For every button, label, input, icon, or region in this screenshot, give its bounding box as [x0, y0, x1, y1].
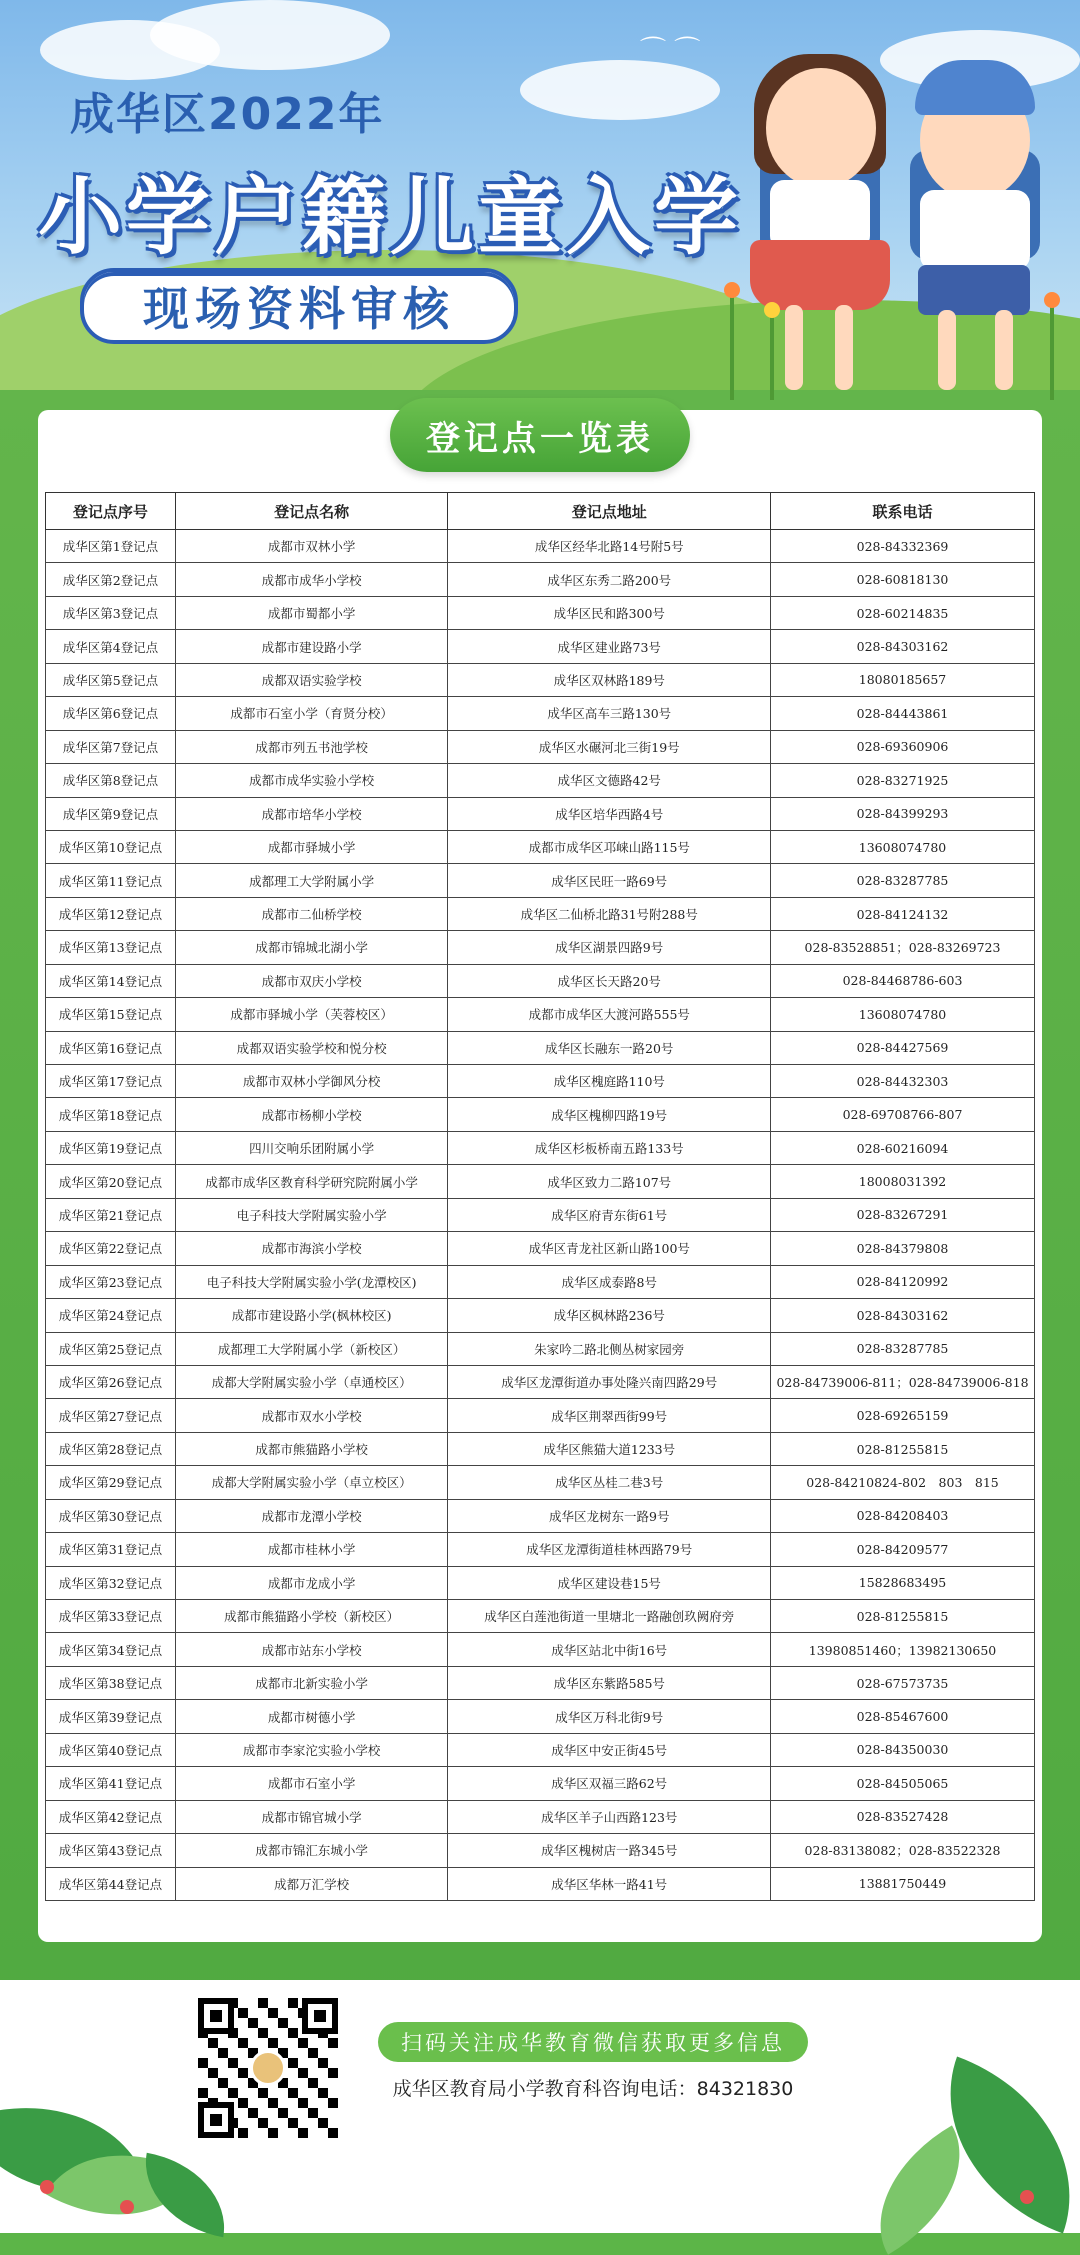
registration-point-number: 成华区第28登记点 — [46, 1432, 176, 1465]
phone: 028-84210824-802 803 815 — [771, 1466, 1035, 1499]
school-name: 成都市列五书池学校 — [175, 730, 448, 763]
registration-point-number: 成华区第4登记点 — [46, 630, 176, 663]
registration-point-number: 成华区第38登记点 — [46, 1666, 176, 1699]
card-tab-title: 登记点一览表 — [390, 398, 690, 472]
cloud — [520, 60, 720, 120]
table-row — [46, 730, 1035, 763]
registration-point-number: 成华区第24登记点 — [46, 1299, 176, 1332]
table-row — [46, 530, 1035, 563]
address: 成华区站北中街16号 — [448, 1633, 771, 1666]
registration-point-number: 成华区第15登记点 — [46, 998, 176, 1031]
table-row — [46, 897, 1035, 930]
school-name: 成都市桂林小学 — [175, 1533, 448, 1566]
phone: 028-69265159 — [771, 1399, 1035, 1432]
table-row — [46, 764, 1035, 797]
table-row — [46, 697, 1035, 730]
table-row — [46, 1198, 1035, 1231]
table-row — [46, 964, 1035, 997]
registration-point-number: 成华区第2登记点 — [46, 563, 176, 596]
address: 成华区水碾河北三街19号 — [448, 730, 771, 763]
address: 成华区熊猫大道1233号 — [448, 1432, 771, 1465]
table-row — [46, 864, 1035, 897]
flower-stem — [770, 310, 774, 400]
school-name: 成都市北新实验小学 — [175, 1666, 448, 1699]
column-header: 联系电话 — [771, 493, 1035, 530]
registration-point-number: 成华区第32登记点 — [46, 1566, 176, 1599]
flower-icon — [724, 282, 740, 298]
table-row — [46, 830, 1035, 863]
school-name: 成都市双林小学御风分校 — [175, 1065, 448, 1098]
address: 成华区羊子山西路123号 — [448, 1800, 771, 1833]
address: 成都市成华区大渡河路555号 — [448, 998, 771, 1031]
table-row — [46, 998, 1035, 1031]
phone: 13608074780 — [771, 998, 1035, 1031]
registration-table — [45, 492, 1035, 1901]
flower-stem — [730, 290, 734, 400]
flower-icon — [1044, 292, 1060, 308]
phone: 028-84124132 — [771, 897, 1035, 930]
registration-point-number: 成华区第8登记点 — [46, 764, 176, 797]
school-name: 电子科技大学附属实验小学 — [175, 1198, 448, 1231]
school-name: 成都市驿城小学（芙蓉校区） — [175, 998, 448, 1031]
table-header-row — [46, 493, 1035, 530]
school-name: 成都市熊猫路小学校（新校区） — [175, 1600, 448, 1633]
registration-point-number: 成华区第34登记点 — [46, 1633, 176, 1666]
registration-point-number: 成华区第26登记点 — [46, 1365, 176, 1398]
phone: 028-69708766-807 — [771, 1098, 1035, 1131]
address: 成华区白莲池街道一里塘北一路融创玖阙府旁 — [448, 1600, 771, 1633]
table-row — [46, 1065, 1035, 1098]
school-name: 成都市熊猫路小学校 — [175, 1432, 448, 1465]
school-name: 成都市站东小学校 — [175, 1633, 448, 1666]
phone: 13980851460；13982130650 — [771, 1633, 1035, 1666]
registration-point-number: 成华区第12登记点 — [46, 897, 176, 930]
address: 成华区荆翠西街99号 — [448, 1399, 771, 1432]
phone: 028-84303162 — [771, 630, 1035, 663]
table-row — [46, 1165, 1035, 1198]
table-row — [46, 1733, 1035, 1766]
address: 成华区中安正街45号 — [448, 1733, 771, 1766]
phone: 028-84332369 — [771, 530, 1035, 563]
table-row — [46, 1299, 1035, 1332]
address: 成华区民和路300号 — [448, 596, 771, 629]
school-name: 成都理工大学附属小学（新校区） — [175, 1332, 448, 1365]
registration-point-number: 成华区第27登记点 — [46, 1399, 176, 1432]
school-name: 四川交响乐团附属小学 — [175, 1131, 448, 1164]
table-row — [46, 1332, 1035, 1365]
school-name: 成都市海滨小学校 — [175, 1232, 448, 1265]
school-name: 成都市成华小学校 — [175, 563, 448, 596]
school-name: 成都市建设路小学 — [175, 630, 448, 663]
school-name: 成都市杨柳小学校 — [175, 1098, 448, 1131]
phone: 18080185657 — [771, 663, 1035, 696]
address: 成华区文德路42号 — [448, 764, 771, 797]
registration-point-number: 成华区第40登记点 — [46, 1733, 176, 1766]
school-name: 成都市李家沱实验小学校 — [175, 1733, 448, 1766]
phone: 028-83267291 — [771, 1198, 1035, 1231]
address: 成华区华林一路41号 — [448, 1867, 771, 1900]
phone: 028-84505065 — [771, 1767, 1035, 1800]
table-row — [46, 596, 1035, 629]
registration-point-number: 成华区第39登记点 — [46, 1700, 176, 1733]
table-row — [46, 931, 1035, 964]
registration-point-number: 成华区第25登记点 — [46, 1332, 176, 1365]
table-row — [46, 1700, 1035, 1733]
header-subtitle: 成华区2022年 — [70, 89, 385, 140]
registration-point-number: 成华区第1登记点 — [46, 530, 176, 563]
address: 成华区建设巷15号 — [448, 1566, 771, 1599]
address: 成华区湖景四路9号 — [448, 931, 771, 964]
registration-point-number: 成华区第6登记点 — [46, 697, 176, 730]
school-name: 成都市双庆小学校 — [175, 964, 448, 997]
column-header: 登记点名称 — [175, 493, 448, 530]
phone: 028-84432303 — [771, 1065, 1035, 1098]
registration-point-number: 成华区第7登记点 — [46, 730, 176, 763]
table-row — [46, 797, 1035, 830]
registration-point-number: 成华区第14登记点 — [46, 964, 176, 997]
table-row — [46, 663, 1035, 696]
table-body — [46, 530, 1035, 1901]
registration-point-number: 成华区第19登记点 — [46, 1131, 176, 1164]
registration-point-number: 成华区第16登记点 — [46, 1031, 176, 1064]
address: 成华区东紫路585号 — [448, 1666, 771, 1699]
address: 成华区槐柳四路19号 — [448, 1098, 771, 1131]
school-name: 成都市石室小学 — [175, 1767, 448, 1800]
address: 成华区龙潭街道桂林西路79号 — [448, 1533, 771, 1566]
registration-point-number: 成华区第29登记点 — [46, 1466, 176, 1499]
school-name: 成都市龙成小学 — [175, 1566, 448, 1599]
registration-point-number: 成华区第41登记点 — [46, 1767, 176, 1800]
school-name: 成都双语实验学校 — [175, 663, 448, 696]
phone: 028-83287785 — [771, 864, 1035, 897]
address: 成华区致力二路107号 — [448, 1165, 771, 1198]
table-row — [46, 1867, 1035, 1900]
school-name: 成都市蜀都小学 — [175, 596, 448, 629]
registration-point-number: 成华区第23登记点 — [46, 1265, 176, 1298]
phone: 028-67573735 — [771, 1666, 1035, 1699]
school-name: 成都市成华区教育科学研究院附属小学 — [175, 1165, 448, 1198]
school-name: 成都理工大学附属小学 — [175, 864, 448, 897]
phone: 028-83527428 — [771, 1800, 1035, 1833]
registration-point-number: 成华区第21登记点 — [46, 1198, 176, 1231]
phone: 13608074780 — [771, 830, 1035, 863]
address: 成都市成华区邛崃山路115号 — [448, 830, 771, 863]
school-name: 成都市双水小学校 — [175, 1399, 448, 1432]
registration-point-number: 成华区第42登记点 — [46, 1800, 176, 1833]
table-row — [46, 1600, 1035, 1633]
phone: 028-60214835 — [771, 596, 1035, 629]
scan-instruction: 扫码关注成华教育微信获取更多信息 — [378, 2022, 808, 2062]
address: 成华区东秀二路200号 — [448, 563, 771, 596]
table-row — [46, 1399, 1035, 1432]
girl-illustration — [740, 50, 900, 410]
school-name: 成都市建设路小学(枫林校区) — [175, 1299, 448, 1332]
registration-point-number: 成华区第31登记点 — [46, 1533, 176, 1566]
school-name: 成都大学附属实验小学（卓立校区） — [175, 1466, 448, 1499]
address: 成华区槐树店一路345号 — [448, 1834, 771, 1867]
registration-point-number: 成华区第9登记点 — [46, 797, 176, 830]
address: 成华区民旺一路69号 — [448, 864, 771, 897]
boy-illustration — [890, 60, 1060, 400]
address: 成华区龙树东一路9号 — [448, 1499, 771, 1532]
flower-icon — [764, 302, 780, 318]
address: 成华区高车三路130号 — [448, 697, 771, 730]
phone: 028-83138082；028-83522328 — [771, 1834, 1035, 1867]
header-pill: 现场资料审核 — [80, 268, 518, 344]
phone: 028-84443861 — [771, 697, 1035, 730]
address: 成华区枫林路236号 — [448, 1299, 771, 1332]
school-name: 成都市培华小学校 — [175, 797, 448, 830]
phone: 028-83528851；028-83269723 — [771, 931, 1035, 964]
registration-point-number: 成华区第22登记点 — [46, 1232, 176, 1265]
table-row — [46, 1098, 1035, 1131]
address: 成华区府青东街61号 — [448, 1198, 771, 1231]
registration-point-number: 成华区第5登记点 — [46, 663, 176, 696]
phone: 028-60818130 — [771, 563, 1035, 596]
address: 朱家吟二路北侧丛树家园旁 — [448, 1332, 771, 1365]
table-row — [46, 1232, 1035, 1265]
school-name: 成都市成华实验小学校 — [175, 764, 448, 797]
phone: 028-84399293 — [771, 797, 1035, 830]
phone: 028-84303162 — [771, 1299, 1035, 1332]
table-row — [46, 1031, 1035, 1064]
table-row — [46, 1666, 1035, 1699]
school-name: 成都万汇学校 — [175, 1867, 448, 1900]
school-name: 成都市锦城北湖小学 — [175, 931, 448, 964]
table-row — [46, 1466, 1035, 1499]
phone: 028-84208403 — [771, 1499, 1035, 1532]
table-row — [46, 1800, 1035, 1833]
registration-point-number: 成华区第11登记点 — [46, 864, 176, 897]
phone: 028-85467600 — [771, 1700, 1035, 1733]
phone: 028-84739006-811；028-84739006-818 — [771, 1365, 1035, 1398]
address: 成华区丛桂二巷3号 — [448, 1466, 771, 1499]
phone: 028-81255815 — [771, 1432, 1035, 1465]
table-row — [46, 1834, 1035, 1867]
table-row — [46, 1365, 1035, 1398]
address: 成华区建业路73号 — [448, 630, 771, 663]
address: 成华区二仙桥北路31号附288号 — [448, 897, 771, 930]
phone: 028-81255815 — [771, 1600, 1035, 1633]
qr-logo-icon — [250, 2050, 286, 2086]
registration-point-number: 成华区第17登记点 — [46, 1065, 176, 1098]
column-header: 登记点地址 — [448, 493, 771, 530]
flower-icon — [1020, 2190, 1034, 2204]
phone: 028-83287785 — [771, 1332, 1035, 1365]
qr-code[interactable] — [198, 1998, 338, 2138]
phone: 028-84468786-603 — [771, 964, 1035, 997]
school-name: 成都市龙潭小学校 — [175, 1499, 448, 1532]
registration-point-number: 成华区第30登记点 — [46, 1499, 176, 1532]
school-name: 电子科技大学附属实验小学(龙潭校区) — [175, 1265, 448, 1298]
school-name: 成都市二仙桥学校 — [175, 897, 448, 930]
birds-icon: ⌒ ⌒ — [640, 36, 701, 66]
school-name: 成都大学附属实验小学（卓通校区） — [175, 1365, 448, 1398]
flower-icon — [120, 2200, 134, 2214]
registration-point-number: 成华区第20登记点 — [46, 1165, 176, 1198]
table-row — [46, 1265, 1035, 1298]
phone: 18008031392 — [771, 1165, 1035, 1198]
school-name: 成都市锦官城小学 — [175, 1800, 448, 1833]
address: 成华区槐庭路110号 — [448, 1065, 771, 1098]
address: 成华区长融东一路20号 — [448, 1031, 771, 1064]
phone: 028-84120992 — [771, 1265, 1035, 1298]
table-row — [46, 1499, 1035, 1532]
table-row — [46, 1533, 1035, 1566]
phone: 028-84350030 — [771, 1733, 1035, 1766]
school-name: 成都市锦汇东城小学 — [175, 1834, 448, 1867]
phone: 028-60216094 — [771, 1131, 1035, 1164]
table-row — [46, 1633, 1035, 1666]
school-name: 成都市石室小学（育贤分校） — [175, 697, 448, 730]
phone: 13881750449 — [771, 1867, 1035, 1900]
phone: 15828683495 — [771, 1566, 1035, 1599]
registration-point-number: 成华区第13登记点 — [46, 931, 176, 964]
header-title: 小学户籍儿童入学 — [38, 168, 743, 266]
address: 成华区长天路20号 — [448, 964, 771, 997]
flower-stem — [1050, 300, 1054, 400]
school-name: 成都市驿城小学 — [175, 830, 448, 863]
table-row — [46, 630, 1035, 663]
registration-point-number: 成华区第18登记点 — [46, 1098, 176, 1131]
school-name: 成都市双林小学 — [175, 530, 448, 563]
phone: 028-69360906 — [771, 730, 1035, 763]
phone: 028-84379808 — [771, 1232, 1035, 1265]
address: 成华区杉板桥南五路133号 — [448, 1131, 771, 1164]
contact-phone: 成华区教育局小学教育科咨询电话：84321830 — [392, 2078, 794, 2100]
address: 成华区双林路189号 — [448, 663, 771, 696]
registration-point-number: 成华区第43登记点 — [46, 1834, 176, 1867]
school-name: 成都市树德小学 — [175, 1700, 448, 1733]
address: 成华区成泰路8号 — [448, 1265, 771, 1298]
table-row — [46, 1131, 1035, 1164]
address: 成华区龙潭街道办事处隆兴南四路29号 — [448, 1365, 771, 1398]
cloud — [150, 0, 390, 70]
table-row — [46, 1767, 1035, 1800]
address: 成华区双福三路62号 — [448, 1767, 771, 1800]
address: 成华区青龙社区新山路100号 — [448, 1232, 771, 1265]
school-name: 成都双语实验学校和悦分校 — [175, 1031, 448, 1064]
phone: 028-83271925 — [771, 764, 1035, 797]
registration-point-number: 成华区第3登记点 — [46, 596, 176, 629]
flower-icon — [40, 2180, 54, 2194]
registration-point-number: 成华区第10登记点 — [46, 830, 176, 863]
phone: 028-84427569 — [771, 1031, 1035, 1064]
address: 成华区培华西路4号 — [448, 797, 771, 830]
phone: 028-84209577 — [771, 1533, 1035, 1566]
table-row — [46, 563, 1035, 596]
address: 成华区经华北路14号附5号 — [448, 530, 771, 563]
registration-point-number: 成华区第44登记点 — [46, 1867, 176, 1900]
table-row — [46, 1432, 1035, 1465]
address: 成华区万科北街9号 — [448, 1700, 771, 1733]
table-row — [46, 1566, 1035, 1599]
column-header: 登记点序号 — [46, 493, 176, 530]
registration-point-number: 成华区第33登记点 — [46, 1600, 176, 1633]
